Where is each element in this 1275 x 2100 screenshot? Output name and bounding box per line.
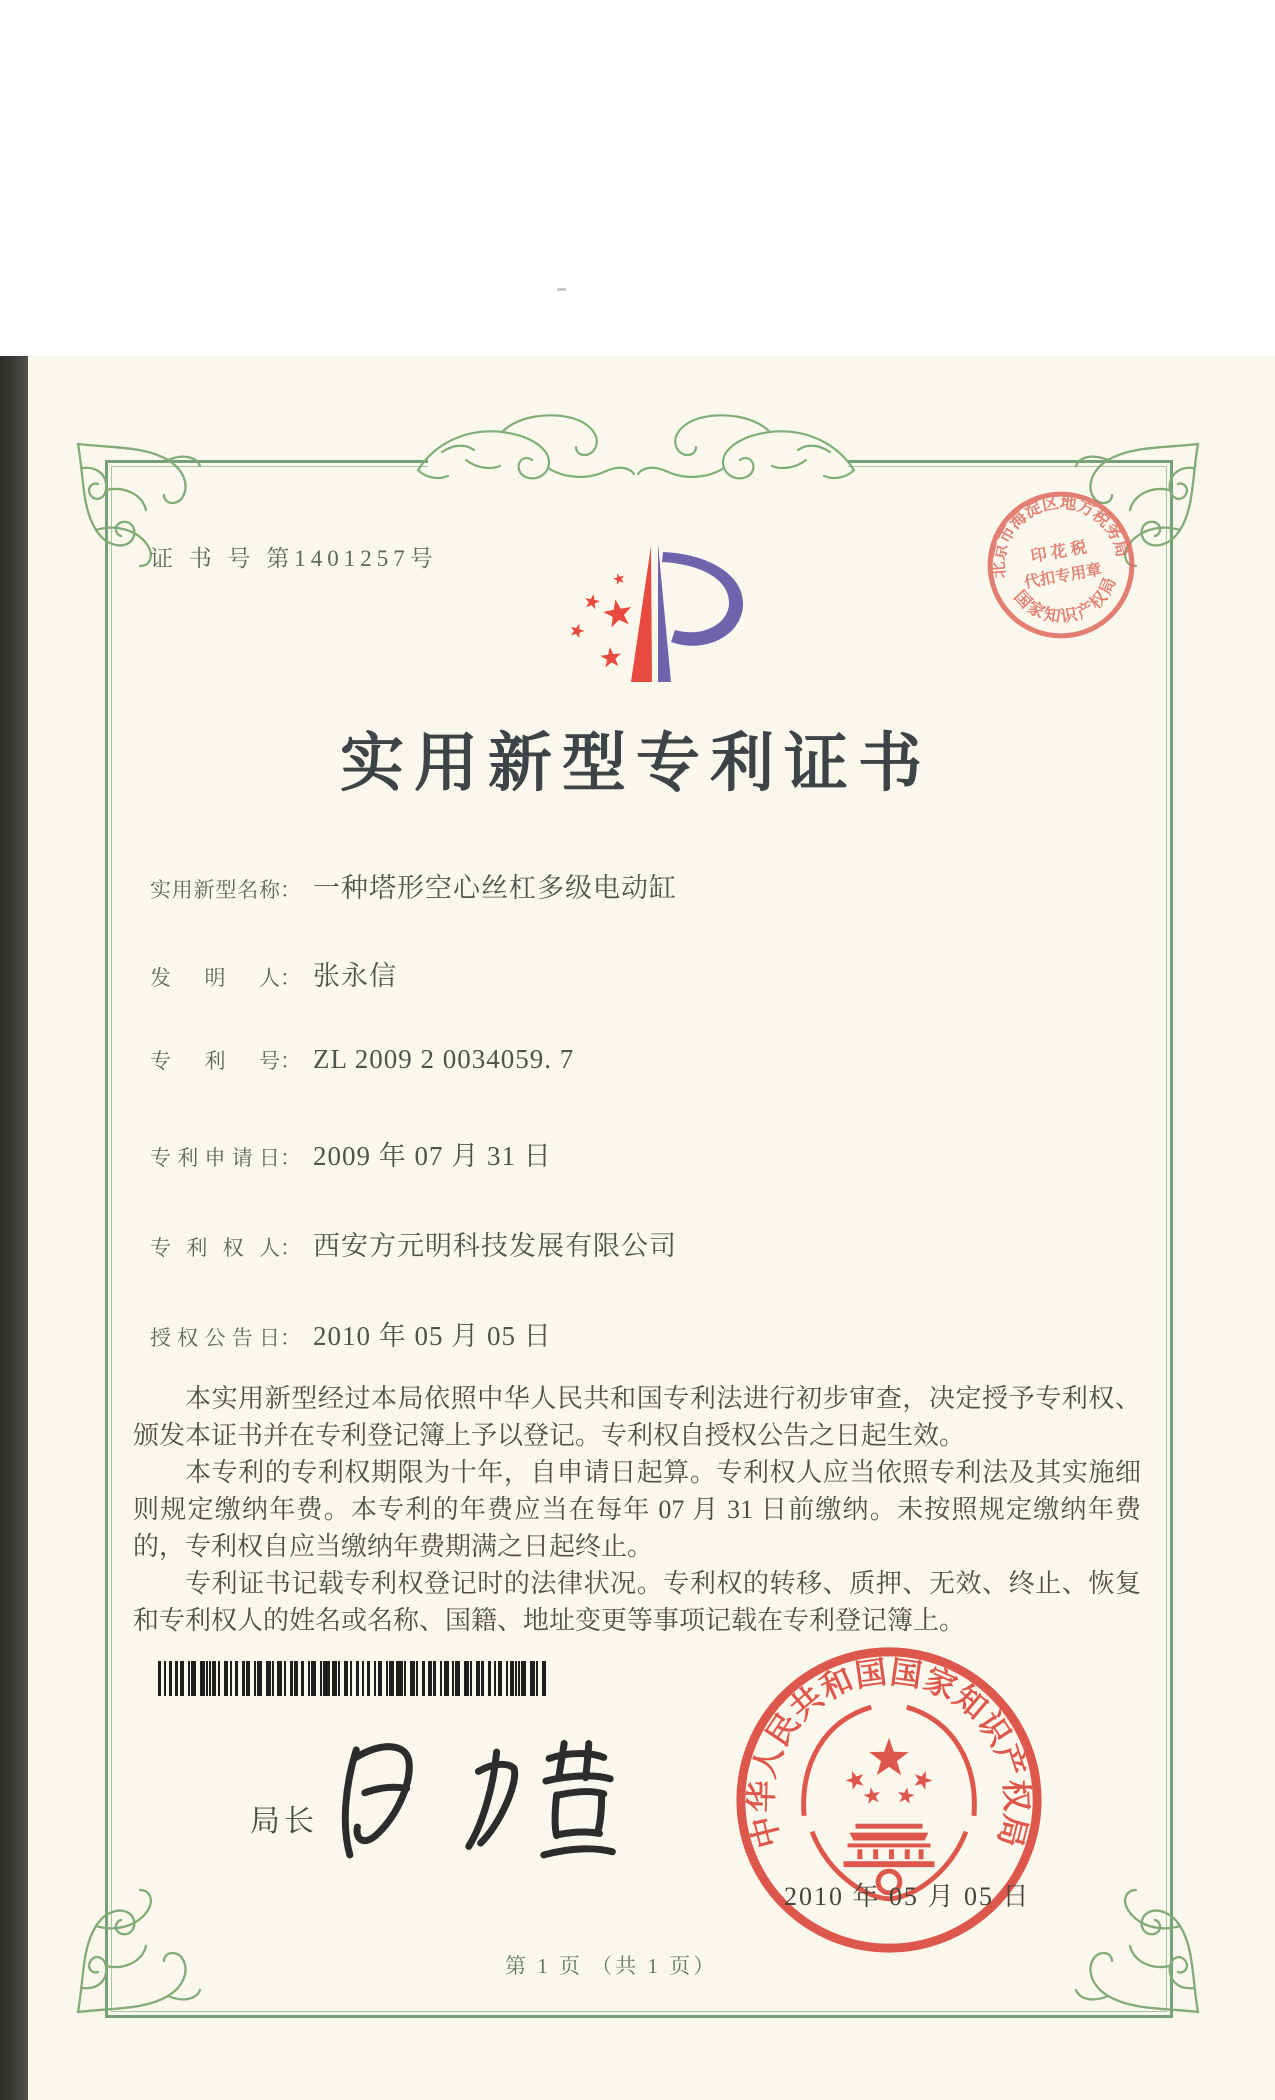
svg-text:北京市海淀区地方税务局	[977, 481, 1132, 580]
field-colon: ：	[280, 1326, 301, 1350]
field-value: 西安方元明科技发展有限公司	[313, 1231, 677, 1261]
tax-stamp-center-line1: 印 花 税	[1029, 538, 1089, 566]
field-value: 张永信	[313, 961, 397, 991]
field-colon: ：	[280, 1236, 301, 1260]
director-signature	[322, 1726, 622, 1896]
tax-stamp	[967, 471, 1155, 659]
field-row-patent-number	[150, 1044, 574, 1080]
scan-speck	[557, 288, 566, 291]
tax-stamp-center-line2: 代扣专用章	[1022, 561, 1104, 592]
national-emblem-icon	[804, 1707, 975, 1899]
dragon-ornament-icon	[406, 408, 866, 503]
field-label: 实用新型名称	[150, 878, 280, 902]
corner-flourish-bottom-right	[1072, 1876, 1204, 2018]
field-value: 2010 年 05 月 05 日	[313, 1321, 552, 1351]
corner-flourish-bottom-left	[72, 1876, 204, 2018]
field-label: 发明人	[150, 966, 280, 990]
field-row-grant-date	[150, 1314, 552, 1350]
field-colon: ：	[280, 878, 301, 902]
field-colon: ：	[280, 966, 301, 990]
field-row-filing-date	[150, 1134, 552, 1170]
scan-edge-strip	[0, 356, 28, 2100]
footer-page-number: 第 1 页 （共 1 页）	[505, 1954, 718, 1978]
certificate-title: 实用新型专利证书	[340, 728, 932, 799]
seal-ring-text: 中华人民共和国国家知识产权局	[744, 1654, 1034, 1852]
field-value: 一种塔形空心丝杠多级电动缸	[313, 873, 677, 903]
field-label: 专利权人	[150, 1236, 280, 1260]
field-colon: ：	[280, 1146, 301, 1170]
legal-paragraph-1: 本实用新型经过本局依照中华人民共和国专利法进行初步审查，决定授予专利权、颁发本证书并在专利登记簿上予以登记。专利权自授权公告之日起生效。	[133, 1384, 1141, 1450]
seal-date: 2010 年 05 月 05 日	[784, 1882, 1031, 1911]
field-label: 授权公告日	[150, 1326, 280, 1350]
director-title-label: 局长	[250, 1805, 318, 1838]
field-value: 2009 年 07 月 31 日	[313, 1141, 552, 1171]
legal-paragraph-3: 专利证书记载专利权登记时的法律状况。专利权的转移、质押、无效、终止、恢复和专利权人的姓名或名称、国籍、地址变更等事项记载在专利登记簿上。	[133, 1569, 1141, 1635]
legal-paragraph-2: 本专利的专利权期限为十年，自申请日起算。专利权人应当依照专利法及其实施细则规定缴纳年费。本专利的年费应当在每年 07 月 31 日前缴纳。未按照规定缴纳年费的，专利权自应当缴纳年费期满之日起终止。	[133, 1458, 1141, 1561]
legal-text-block	[133, 1380, 1141, 1639]
field-label: 专利申请日	[150, 1146, 280, 1170]
field-row-patentee	[150, 1224, 677, 1260]
tax-stamp-bottom-arc-text: 国家知识产权局	[1010, 572, 1121, 627]
patent-office-logo-icon	[545, 522, 795, 712]
tax-stamp-top-arc-text: 北京市海淀区地方税务局	[988, 492, 1133, 580]
field-value: ZL 2009 2 0034059. 7	[313, 1044, 575, 1074]
certificate-number: 证 书 号 第1401257号	[150, 546, 438, 571]
field-colon: ：	[280, 1049, 301, 1073]
field-row-inventor	[150, 954, 397, 990]
field-row-utility-model-name	[150, 866, 677, 902]
field-label: 专利号	[150, 1049, 280, 1073]
barcode	[158, 1661, 546, 1696]
